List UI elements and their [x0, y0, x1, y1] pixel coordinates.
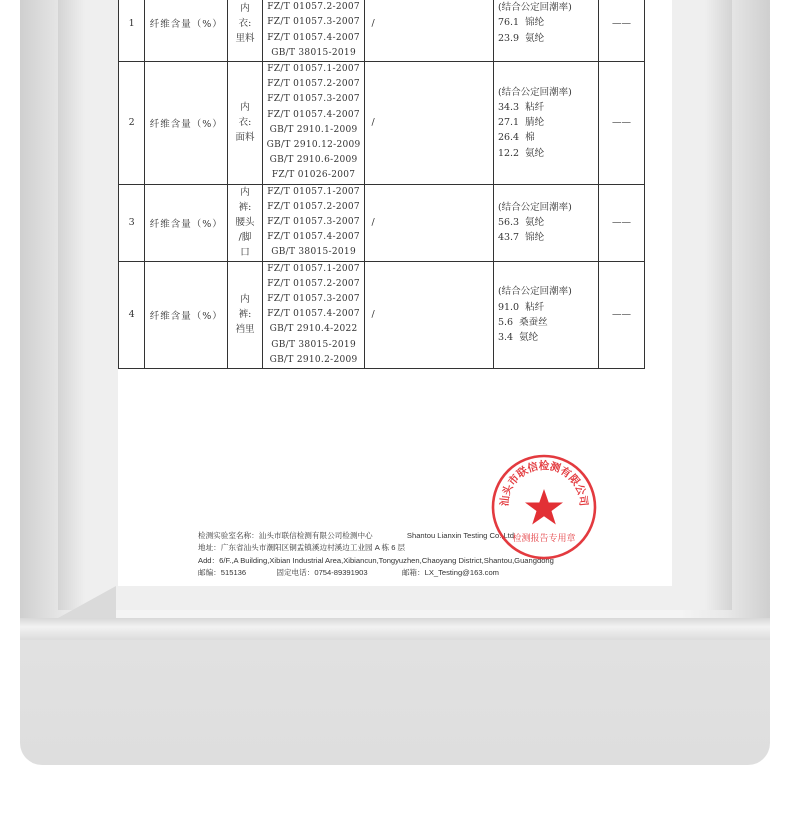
standard-code: FZ/T 01057.3-2007 — [267, 94, 360, 105]
judgement-cell: —— — [598, 261, 644, 368]
sample-part-line: 腰头 — [235, 217, 255, 229]
standard-code: FZ/T 01057.3-2007 — [267, 217, 360, 228]
seal-star-icon — [525, 489, 563, 525]
company-seal-stamp — [490, 453, 598, 561]
sample-part-line: 裆里 — [235, 324, 255, 336]
result-line: 76.1 锦纶 — [497, 17, 545, 29]
test-standard-cell — [262, 62, 365, 185]
sample-part-line: 衣: — [238, 17, 252, 29]
result-line: 26.4 棉 — [497, 132, 535, 144]
standard-code: GB/T 38015-2019 — [271, 47, 356, 58]
result-line: 3.4 氨纶 — [497, 332, 539, 344]
requirement-cell: / — [365, 184, 493, 261]
sample-part-line: 面料 — [235, 132, 255, 144]
test-item-cell: 纤维含量（%） — [145, 62, 228, 185]
sample-part-line: 内 — [240, 102, 250, 114]
standard-code: GB/T 2910.1-2009 — [269, 124, 358, 135]
standard-code: FZ/T 01057.1-2007 — [267, 186, 360, 197]
result-line: 12.2 氨纶 — [497, 147, 545, 159]
standard-code: FZ/T 01057.1-2007 — [267, 64, 360, 75]
standard-code: GB/T 38015-2019 — [271, 339, 356, 350]
sample-part-line: 内 — [240, 2, 250, 14]
table-row — [119, 184, 645, 261]
result-line: (结合公定回潮率) — [497, 2, 572, 14]
svg-text:汕头市联信检测有限公司: 汕头市联信检测有限公司 — [498, 460, 590, 507]
standard-code: FZ/T 01057.4-2007 — [267, 109, 360, 120]
test-standard-cell — [262, 261, 365, 368]
table-row — [119, 62, 645, 185]
sample-part-line: 裤: — [238, 202, 252, 214]
sample-part-cell — [228, 184, 262, 261]
frame-bottom-rail — [20, 618, 770, 640]
seal-bottom-text: 检测报告专用章 — [512, 534, 576, 544]
lab-postcode: 邮编：515136 — [198, 567, 247, 577]
requirement-cell: / — [365, 0, 493, 62]
lab-email: 邮箱：LX_Testing@163.com — [401, 567, 499, 577]
table-row — [119, 261, 645, 368]
result-line: (结合公定回潮率) — [497, 86, 572, 98]
standard-code: FZ/T 01026-2007 — [271, 170, 356, 181]
result-line: 34.3 粘纤 — [497, 102, 545, 114]
sample-part-line: /脚 — [238, 232, 252, 244]
row-number-cell: 1 — [119, 0, 145, 62]
test-result-cell — [493, 0, 598, 62]
result-line: 43.7 锦纶 — [497, 232, 545, 244]
standard-code: GB/T 2910.4-2022 — [269, 324, 358, 335]
sample-part-line: 内 — [240, 294, 250, 306]
standard-code: GB/T 2910.12-2009 — [266, 140, 361, 151]
result-line: 56.3 氨纶 — [497, 217, 545, 229]
standard-code: FZ/T 01057.1-2007 — [267, 263, 360, 274]
standard-code: FZ/T 01057.4-2007 — [267, 32, 360, 43]
standard-code: FZ/T 01057.2-2007 — [267, 79, 360, 90]
result-line: 5.6 桑蚕丝 — [497, 316, 548, 328]
test-item-cell: 纤维含量（%） — [145, 261, 228, 368]
sample-part-cell — [228, 261, 262, 368]
result-line: (结合公定回潮率) — [497, 201, 572, 213]
sample-part-line: 裤: — [238, 309, 252, 321]
standard-code: GB/T 2910.6-2009 — [269, 155, 358, 166]
row-number-cell: 2 — [119, 62, 145, 185]
table-row — [119, 0, 645, 62]
judgement-cell: —— — [598, 62, 644, 185]
standard-code: FZ/T 01057.2-2007 — [267, 2, 360, 13]
row-number-cell: 3 — [119, 184, 145, 261]
sample-part-line: 内 — [240, 187, 250, 199]
standard-code: GB/T 38015-2019 — [271, 247, 356, 258]
frame-bevel — [58, 586, 116, 618]
judgement-cell: —— — [598, 0, 644, 62]
result-line: 27.1 腈纶 — [497, 117, 545, 129]
standard-code: FZ/T 01057.2-2007 — [267, 201, 360, 212]
lab-address: 地址：广东省汕头市潮阳区铜盂镇溪边村溪边工业园 A 栋 6 层 — [198, 543, 406, 553]
result-line: (结合公定回潮率) — [497, 286, 572, 298]
standard-code: FZ/T 01057.4-2007 — [267, 309, 360, 320]
result-line: 91.0 粘纤 — [497, 301, 545, 313]
test-result-cell — [493, 62, 598, 185]
test-standard-cell — [262, 184, 365, 261]
test-results-table — [118, 0, 645, 369]
test-item-cell: 纤维含量（%） — [145, 0, 228, 62]
judgement-cell: —— — [598, 184, 644, 261]
lab-name: 检测实验室名称：汕头市联信检测有限公司检测中心 — [198, 531, 373, 540]
test-result-cell — [493, 184, 598, 261]
requirement-cell: / — [365, 62, 493, 185]
test-standard-cell — [262, 0, 365, 62]
sample-part-cell — [228, 62, 262, 185]
standard-code: FZ/T 01057.3-2007 — [267, 294, 360, 305]
sample-part-line: 衣: — [238, 117, 252, 129]
lab-address-en: Add：6/F.,A Building,Xibian Industrial Area,Xibiancun,Tongyuzhen,Chaoyang District,Shantou,Guangdong — [198, 555, 554, 565]
lab-phone: 固定电话：0754-89391903 — [276, 567, 368, 577]
lab-name-en: Shantou Lianxin Testing Co.,Ltd — [406, 531, 514, 540]
requirement-cell: / — [365, 261, 493, 368]
test-result-cell — [493, 261, 598, 368]
standard-code: FZ/T 01057.4-2007 — [267, 232, 360, 243]
sample-part-line: 里料 — [235, 32, 255, 44]
standard-code: FZ/T 01057.3-2007 — [267, 17, 360, 28]
standard-code: GB/T 2910.2-2009 — [269, 354, 358, 365]
sample-part-cell — [228, 0, 262, 62]
sample-part-line: 口 — [240, 247, 250, 259]
standard-code: FZ/T 01057.2-2007 — [267, 278, 360, 289]
result-line: 23.9 氨纶 — [497, 32, 545, 44]
row-number-cell: 4 — [119, 261, 145, 368]
test-item-cell: 纤维含量（%） — [145, 184, 228, 261]
